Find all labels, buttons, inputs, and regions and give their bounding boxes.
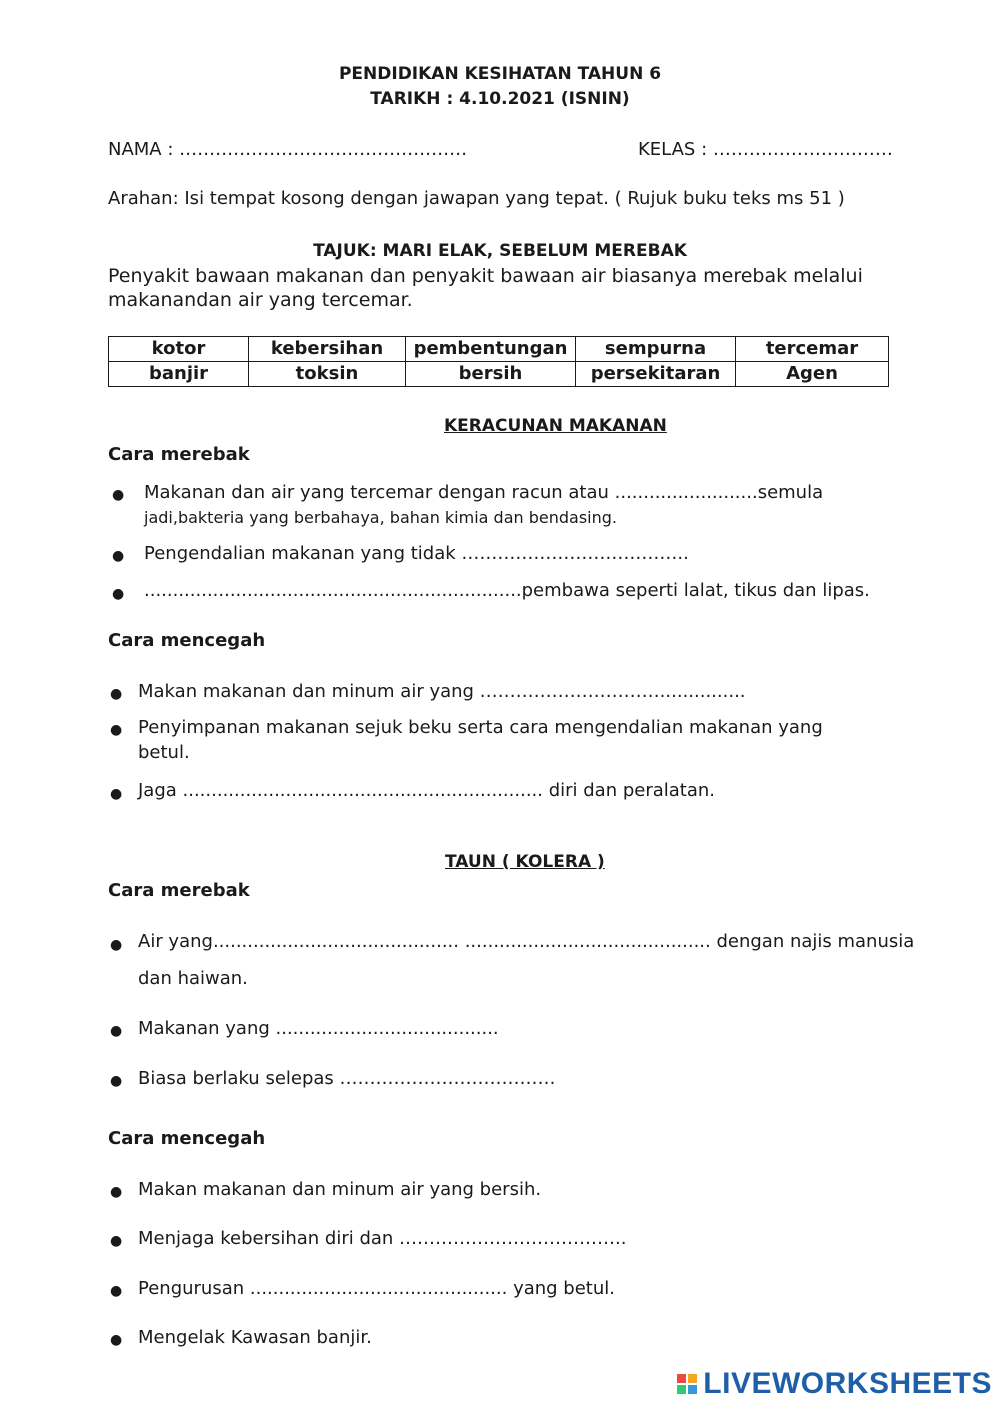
logo-square <box>688 1385 697 1394</box>
bullet-icon: ● <box>110 722 123 738</box>
bullet-icon: ● <box>110 1184 123 1200</box>
heading-cara-merebak: Cara merebak <box>108 444 250 465</box>
section-title-keracunan: KERACUNAN MAKANAN <box>444 416 667 436</box>
liveworksheets-logo-text: LIVEWORKSHEETS <box>703 1367 992 1400</box>
logo-square <box>688 1374 697 1383</box>
word-bank-cell: pembentungan <box>406 337 576 362</box>
worksheet-date: TARIKH : 4.10.2021 (ISNIN) <box>370 89 630 109</box>
instruction: Arahan: Isi tempat kosong dengan jawapan yang tepat. ( Rujuk buku teks ms 51 ) <box>108 188 845 209</box>
word-bank-cell: banjir <box>109 362 249 387</box>
liveworksheets-logo-icon <box>677 1374 697 1394</box>
word-bank-row <box>109 362 889 387</box>
section-title-taun: TAUN ( KOLERA ) <box>445 852 605 872</box>
bullet-icon: ● <box>112 487 125 503</box>
logo-square <box>677 1374 686 1383</box>
word-bank-cell: bersih <box>406 362 576 387</box>
word-bank-cell: sempurna <box>576 337 736 362</box>
keracunan-merebak-item-1[interactable]: Makanan dan air yang tercemar dengan racun atau .........................semula <box>144 482 824 503</box>
bullet-icon: ● <box>110 1233 123 1249</box>
keracunan-mencegah-item-2: Penyimpanan makanan sejuk beku serta cara mengendalian makanan yang <box>138 717 823 738</box>
word-bank-table <box>108 336 889 387</box>
liveworksheets-logo[interactable] <box>677 1367 992 1401</box>
class-field[interactable]: KELAS : ………………………… <box>638 139 893 160</box>
taun-mencegah-item-4: Mengelak Kawasan banjir. <box>138 1327 372 1348</box>
word-bank-cell: kotor <box>109 337 249 362</box>
keracunan-merebak-item-2[interactable]: Pengendalian makanan yang tidak ……………………………….. <box>144 543 689 564</box>
bullet-icon: ● <box>110 1332 123 1348</box>
keracunan-mencegah-item-2-cont: betul. <box>138 742 190 763</box>
bullet-icon: ● <box>110 1073 123 1089</box>
bullet-icon: ● <box>110 786 123 802</box>
worksheet-title: PENDIDIKAN KESIHATAN TAHUN 6 <box>338 64 662 84</box>
word-bank-cell: kebersihan <box>249 337 406 362</box>
keracunan-merebak-item-1-cont: jadi,bakteria yang berbahaya, bahan kimia dan bendasing. <box>144 508 617 527</box>
topic-title: TAJUK: MARI ELAK, SEBELUM MEREBAK <box>313 241 687 261</box>
bullet-icon: ● <box>110 1023 123 1039</box>
keracunan-mencegah-item-1[interactable]: Makan makanan dan minum air yang …………………………............... <box>138 681 746 702</box>
word-bank-cell: persekitaran <box>576 362 736 387</box>
taun-mencegah-item-1: Makan makanan dan minum air yang bersih. <box>138 1179 542 1200</box>
keracunan-mencegah-item-3[interactable]: Jaga ............................................................... diri dan peralatan. <box>138 780 716 801</box>
bullet-icon: ● <box>112 548 125 564</box>
word-bank-cell: toksin <box>249 362 406 387</box>
keracunan-merebak-item-3[interactable]: ..................................................................pembawa seperti lalat, tikus dan lipas. <box>144 580 870 601</box>
bullet-icon: ● <box>110 1283 123 1299</box>
heading-cara-mencegah: Cara mencegah <box>108 1128 266 1149</box>
word-bank-cell: Agen <box>736 362 889 387</box>
word-bank-row <box>109 337 889 362</box>
taun-merebak-item-1[interactable]: Air yang........................................... ........................................... dengan najis manusia <box>138 931 915 952</box>
taun-mencegah-item-3[interactable]: Pengurusan ............................................. yang betul. <box>138 1278 615 1299</box>
bullet-icon: ● <box>112 586 125 602</box>
topic-intro-line-1: Penyakit bawaan makanan dan penyakit bawaan air biasanya merebak melalui <box>108 265 863 287</box>
taun-mencegah-item-2[interactable]: Menjaga kebersihan diri dan ……………………………….. <box>138 1228 627 1249</box>
heading-cara-mencegah: Cara mencegah <box>108 630 266 651</box>
name-field[interactable]: NAMA : ………………………………………… <box>108 139 468 160</box>
topic-intro-line-2: makanandan air yang tercemar. <box>108 289 413 311</box>
taun-merebak-item-3[interactable]: Biasa berlaku selepas ……………………………… <box>138 1068 556 1089</box>
bullet-icon: ● <box>110 937 123 953</box>
logo-square <box>677 1385 686 1394</box>
word-bank-cell: tercemar <box>736 337 889 362</box>
heading-cara-merebak: Cara merebak <box>108 880 250 901</box>
taun-merebak-item-1-cont: dan haiwan. <box>138 968 248 989</box>
taun-merebak-item-2[interactable]: Makanan yang ....................................... <box>138 1018 499 1039</box>
bullet-icon: ● <box>110 686 123 702</box>
